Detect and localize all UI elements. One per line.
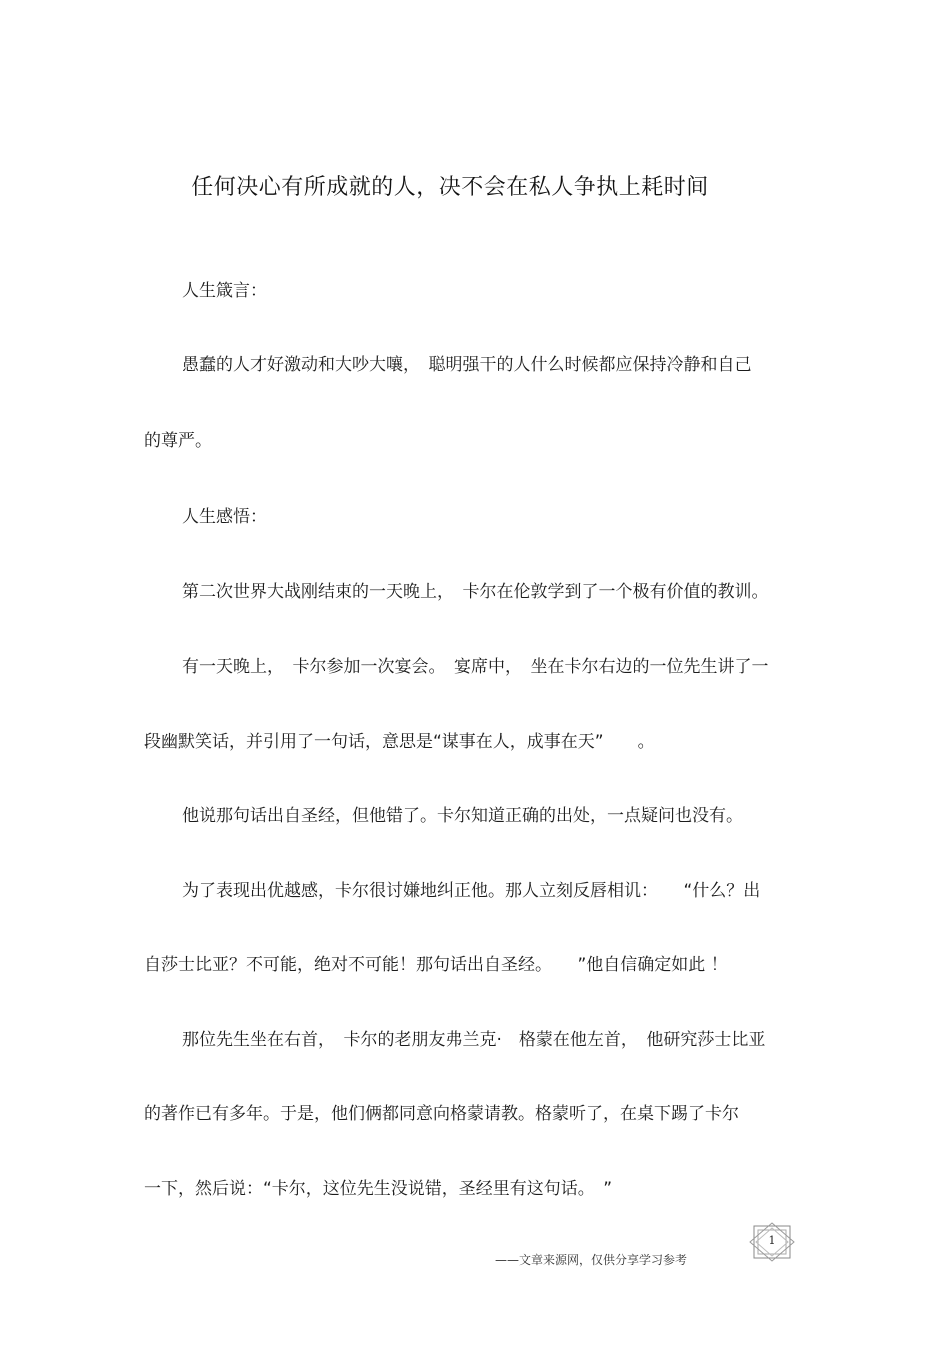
body-line: 第二次世界大战刚结束的一天晚上， 卡尔在伦敦学到了一个极有价值的教训。	[182, 582, 769, 602]
page-number-badge	[748, 1222, 796, 1262]
source-footer: ——文章来源网，仅供分享学习参考	[495, 1253, 688, 1267]
body-line: 的著作已有多年。于是，他们俩都同意向格蒙请教。格蒙听了，在桌下踢了卡尔	[144, 1104, 739, 1124]
page-title: 任何决心有所成就的人，决不会在私人争执上耗时间	[191, 175, 709, 200]
body-line: 一下，然后说：“卡尔，这位先生没说错，圣经里有这句话。 ”	[144, 1179, 613, 1199]
body-line: 那位先生坐在右首， 卡尔的老朋友弗兰克· 格蒙在他左首， 他研究莎士比亚	[182, 1030, 766, 1050]
body-line: 为了表现出优越感，卡尔很讨嫌地纠正他。那人立刻反唇相讥： “什么？出	[182, 881, 761, 901]
page-number: 1	[768, 1234, 776, 1247]
body-line: 人生感悟：	[182, 507, 267, 527]
body-line: 他说那句话出自圣经，但他错了。卡尔知道正确的出处，一点疑问也没有。	[182, 806, 743, 826]
body-line: 自莎士比亚？不可能，绝对不可能！那句话出自圣经。 ”他自信确定如此 ！	[144, 955, 728, 975]
body-line: 段幽默笑话，并引用了一句话，意思是“谋事在人，成事在天” 。	[144, 732, 655, 752]
body-line: 愚蠢的人才好激动和大吵大嚷， 聪明强干的人什么时候都应保持冷静和自己	[182, 355, 752, 375]
body-line: 的尊严。	[144, 431, 212, 451]
body-line: 人生箴言：	[182, 281, 267, 301]
body-line: 有一天晚上， 卡尔参加一次宴会。 宴席中， 坐在卡尔右边的一位先生讲了一	[182, 657, 769, 677]
